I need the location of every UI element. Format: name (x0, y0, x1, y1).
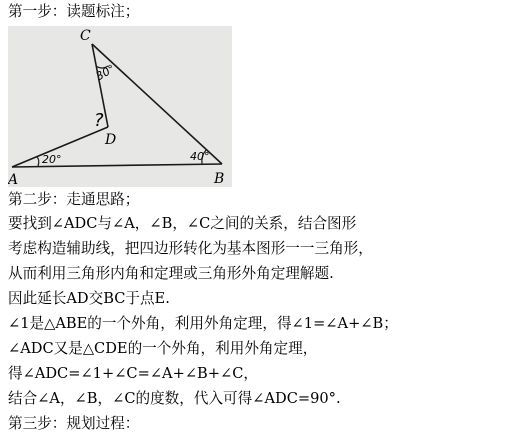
angle-label-D: ? (94, 110, 104, 131)
step1-heading: 第一步：读题标注； (8, 3, 140, 20)
line-auxiliary: 考虑构造辅助线，把四边形转化为基本图形一一三角形， (8, 240, 373, 257)
label-C: C (80, 28, 91, 44)
label-A: A (8, 172, 19, 187)
angle-arc-A (37, 157, 39, 166)
line-exterior-adc: ∠ADC又是△CDE的一个外角，利用外角定理， (8, 340, 318, 357)
line-equation: 得∠ADC=∠1+∠C=∠A+∠B+∠C， (8, 365, 258, 382)
line-result: 结合∠A，∠B，∠C的度数，代入可得∠ADC=90°. (8, 390, 341, 407)
label-D: D (105, 132, 117, 148)
line-theorem: 从而利用三角形内角和定理或三角形外角定理解题. (8, 265, 334, 282)
angle-label-B: 40° (190, 150, 210, 163)
angle-label-C: 30° (93, 62, 118, 84)
quadrilateral-diagram (8, 26, 232, 187)
line-relationship: 要找到∠ADC与∠A，∠B，∠C之间的关系，结合图形 (8, 215, 357, 232)
step2-heading: 第二步：走通思路； (8, 191, 140, 208)
step3-heading: 第三步：规划过程： (8, 415, 140, 432)
line-extend: 因此延长AD交BC于点E. (8, 290, 170, 307)
line-exterior-1: ∠1是△ABE的一个外角，利用外角定理，得∠1=∠A+∠B； (8, 315, 398, 332)
geometry-figure (8, 26, 232, 187)
label-B: B (214, 171, 225, 187)
angle-label-A: 20° (42, 153, 62, 166)
